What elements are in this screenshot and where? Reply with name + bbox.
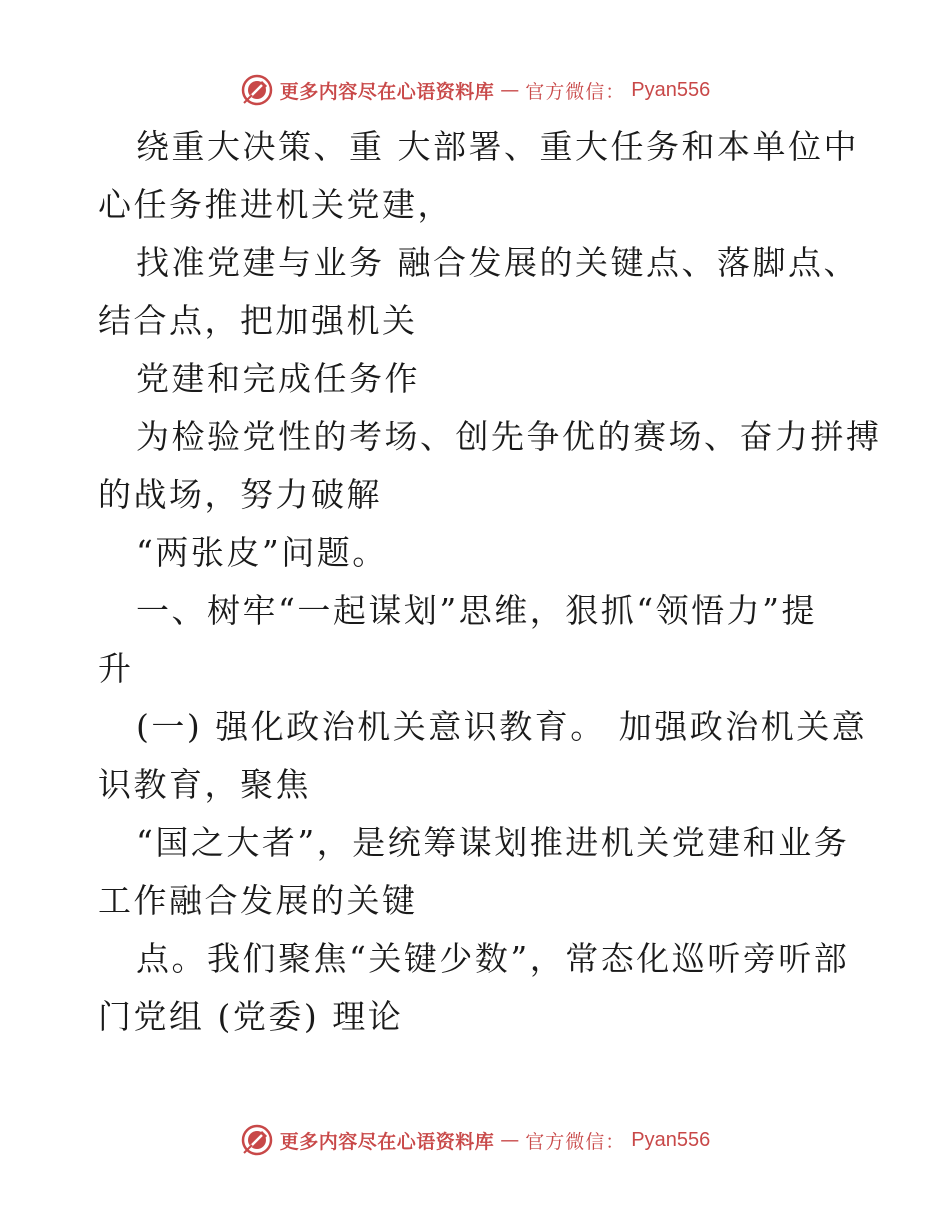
watermark-brand: 更多内容尽在心语资料库 xyxy=(279,1130,495,1153)
text-line: 点。我们聚焦“关键少数”，常态化巡听旁听部 xyxy=(136,939,850,978)
pen-seal-logo-icon xyxy=(240,1123,274,1157)
watermark-official: 官方微信： xyxy=(525,80,626,103)
text-line: 的战场，努力破解 xyxy=(98,475,382,514)
watermark-official: 官方微信： xyxy=(525,1130,626,1153)
text-line: “两张皮”问题。 xyxy=(136,533,388,572)
watermark-dash: — xyxy=(500,1129,520,1151)
text-line: 工作融合发展的关键 xyxy=(98,881,418,920)
pen-seal-logo-icon xyxy=(240,73,274,107)
document-body xyxy=(98,118,882,1046)
text-line: 门党组 (党委) 理论 xyxy=(98,997,404,1036)
watermark-dash: — xyxy=(500,79,520,101)
text-line: 为检验党性的考场、创先争优的赛场、奋力拼搏 xyxy=(136,417,882,456)
text-line: “国之大者”，是统筹谋划推进机关党建和业务 xyxy=(136,823,850,862)
text-line: 识教育，聚焦 xyxy=(98,765,311,804)
text-line: 党建和完成任务作 xyxy=(136,359,420,398)
text-line: 心任务推进机关党建， xyxy=(98,185,453,224)
text-line: 找准党建与业务 融合发展的关键点、落脚点、 xyxy=(136,243,859,282)
watermark-brand: 更多内容尽在心语资料库 xyxy=(279,80,495,103)
text-line: (一) 强化政治机关意识教育。 加强政治机关意 xyxy=(136,707,868,746)
text-line: 绕重大决策、重 大部署、重大任务和本单位中 xyxy=(136,127,859,166)
section-heading: 升 xyxy=(98,649,134,688)
watermark-id: Pyan556 xyxy=(631,78,711,101)
watermark-id: Pyan556 xyxy=(631,1128,711,1151)
text-line: 结合点，把加强机关 xyxy=(98,301,418,340)
footer-watermark xyxy=(0,1120,950,1160)
header-watermark xyxy=(0,70,950,110)
section-heading: 一、树牢“一起谋划”思维，狠抓“领悟力”提 xyxy=(136,591,817,630)
